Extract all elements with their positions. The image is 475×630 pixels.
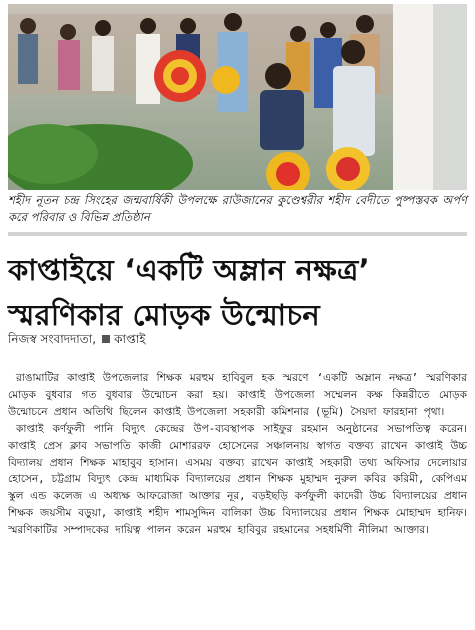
section-divider: [8, 232, 467, 236]
article-paragraph: কাপ্তাই কর্ণফুলী পানি বিদ্যুৎ কেন্দ্রের উপ-ব্যবস্থাপক সাইফুর রহমান অনুষ্ঠানের সভাপতিত্ব করেন। কাপ্তাই প্রেস ক্লাব সভাপতি কাজী মোশাররফ হোসেনের সঞ্চালনায় স্বাগত বক্তব্য রাখেন কাপ্তাই উচ্চ বিদ্যালয় প্রধান শিক্ষক মাহাবুব হাসান। এসময় বক্তব্য রাখেন কাপ্তাই সহকারী তথ্য অফিসার দেলোয়ার হোসেন, চট্টগ্রাম বিদ্যুৎ কেন্দ্র মাধ্যমিক বিদ্যালয়ের প্রধান শিক্ষক মুহাম্মদ নুরুল কবির করিমী, কেপিএম স্কুল এন্ড কলেজ এ অধ্যক্ষ আফরোজা আক্তার নূর, বড়ইছড়ি কর্ণফুলী কাদেরী উচ্চ বিদ্যালয়ের প্রধান শিক্ষক জয়সীম বড়ুয়া, কাপ্তাই শহীদ শামসুদ্দিন বালিকা উচ্চ বিদ্যালয়ের প্রধান শিক্ষক মোহাম্মদ হানিফ। স্মরণিকাটির সম্পাদকের দায়িত্ব পালন করেন মরহুম হাবিবুর রহমানের সহধর্মিণী নীলিমা আক্তার।: [8, 422, 467, 537]
byline-location: কাপ্তাই: [114, 332, 146, 346]
article-byline: [8, 331, 467, 347]
square-bullet-icon: [102, 335, 110, 343]
photo-caption: শহীদ নূতন চন্দ্র সিংহের জন্মবার্ষিকী উপলক্ষে রাউজানের কুণ্ডেশ্বরীর শহীদ বেদীতে পুষ্পস্তবক অর্পণ করে পরিবার ও বিভিন্ন প্রতিষ্ঠান: [8, 193, 467, 224]
wreath-ceremony-photo: [8, 4, 467, 190]
article-headline: কাপ্তাইয়ে ‘একটি অম্লান নক্ষত্র’ স্মরণিকার মোড়ক উন্মোচন: [8, 253, 370, 332]
news-photo: [8, 4, 467, 190]
article-paragraph: রাঙামাটির কাপ্তাই উপজেলার শিক্ষক মরহুম হাবিবুল হক স্মরণে ‘একটি অম্লান নক্ষত্র’ স্মরণিকার মোড়ক বুধবার গত বুধবার উন্মোচন করা হয়। কাপ্তাই উপজেলা সম্মেলন কক্ষ কিন্নরীতে মোড়ক উন্মোচনে প্রধান অতিথি ছিলেন কাপ্তাই উপজেলা সহকারী কমিশনার (ভূমি) সৈয়দা ফারহানা পৃথা।: [8, 372, 467, 418]
article-body: [8, 370, 467, 539]
byline-reporter: নিজস্ব সংবাদদাতা,: [8, 332, 97, 346]
